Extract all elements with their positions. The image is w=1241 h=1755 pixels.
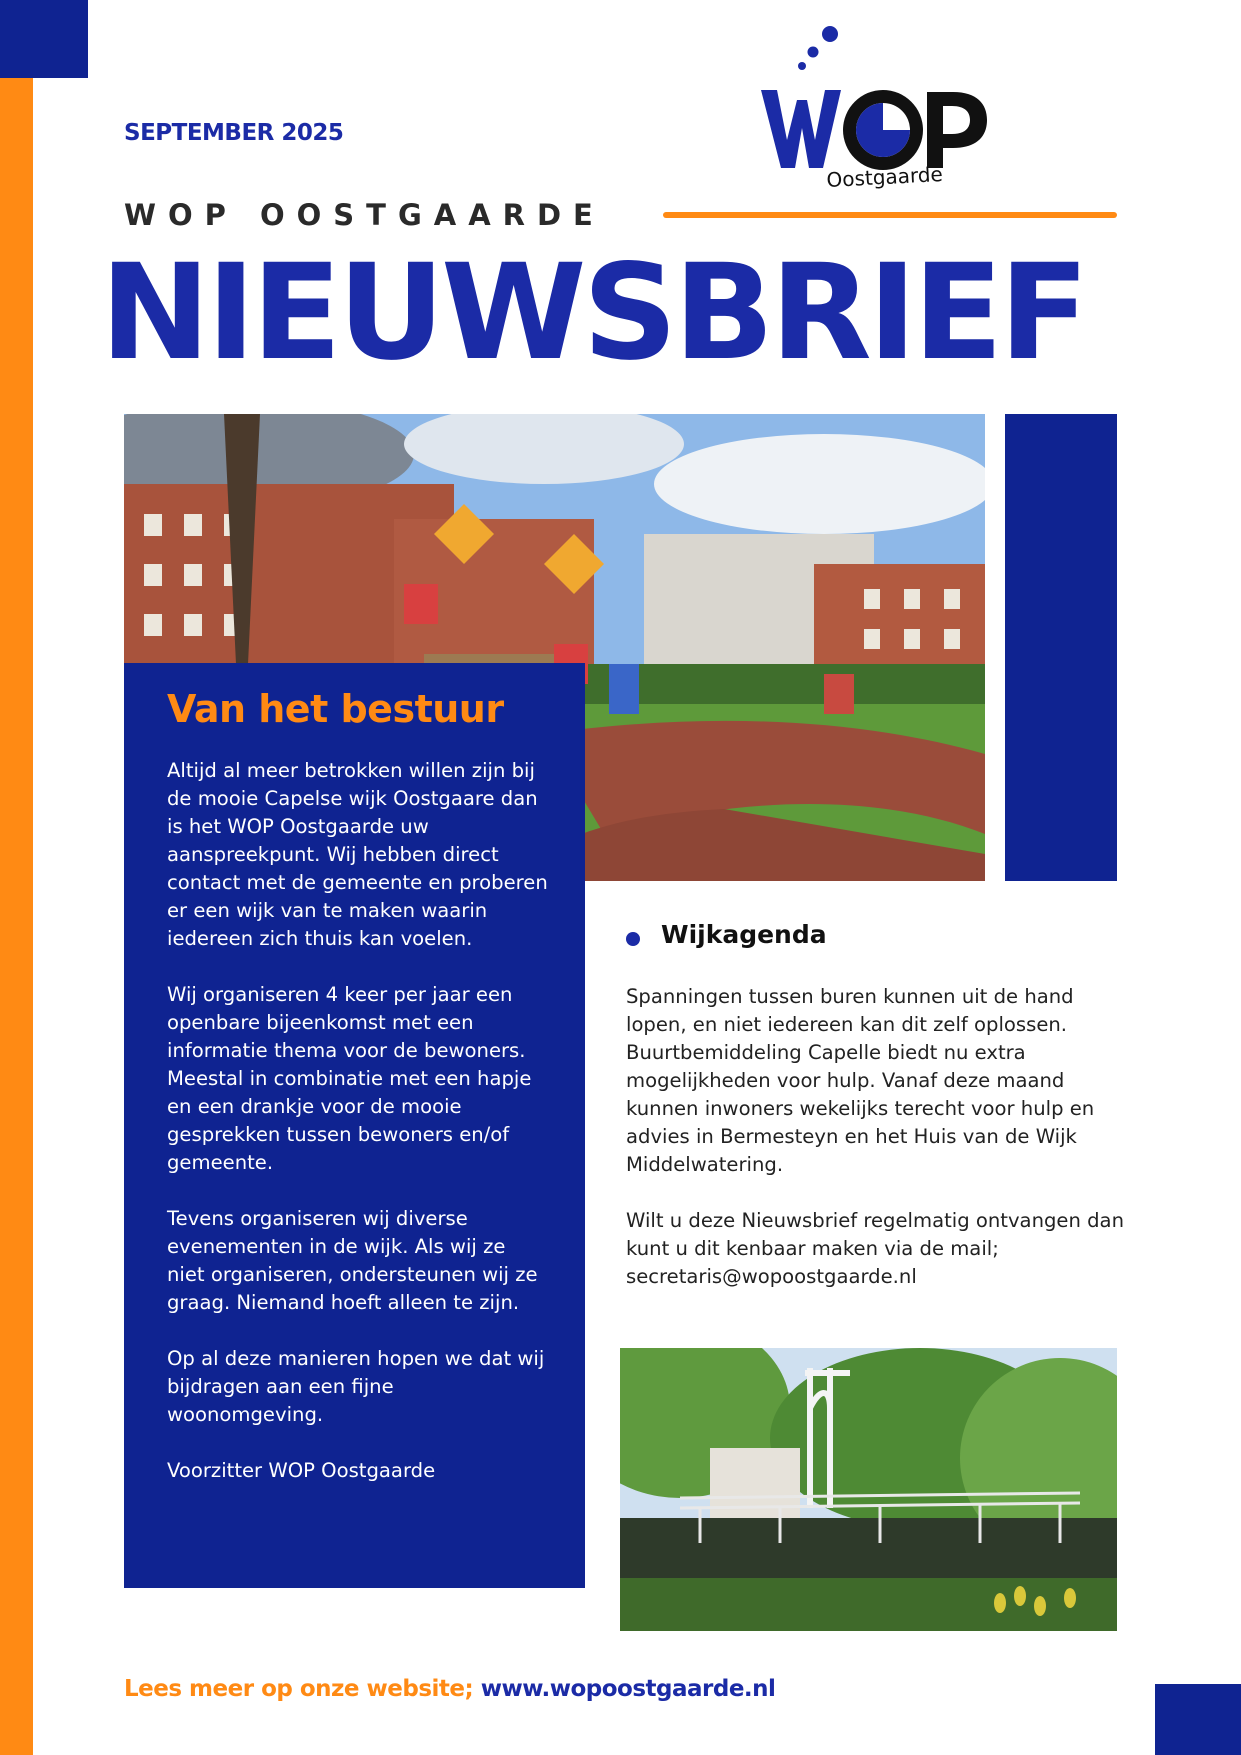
agenda-title: Wijkagenda <box>661 920 827 949</box>
agenda-body <box>626 983 1126 1319</box>
bullet-icon <box>626 932 640 946</box>
agenda-paragraph: Spanningen tussen buren kunnen uit de hand lopen, en niet iedereen kan dit zelf oplossen. Buurtbemiddeling Capelle biedt nu extra mogelijkheden voor hulp. Vanaf deze maand kunnen inwoners wekelijks terecht voor hulp en advies in Bermesteyn en het Huis van de Wijk Middelwatering. <box>626 985 1095 1176</box>
board-message-card <box>124 663 585 1588</box>
corner-block-top <box>0 0 88 78</box>
bridge-photo <box>620 1348 1117 1631</box>
footer-website-line <box>124 1676 775 1702</box>
footer-prefix: Lees meer op onze website; <box>124 1676 474 1702</box>
newsletter-headline: NIEUWSBRIEF <box>100 236 1086 390</box>
board-paragraph: Op al deze manieren hopen we dat wij bijdragen aan een fijne woonomgeving. <box>167 1347 545 1426</box>
logo-subtext: Oostgaarde <box>825 161 944 193</box>
logo-mark <box>761 90 987 170</box>
side-accent-stripe <box>0 0 33 1755</box>
board-title: Van het bestuur <box>167 687 504 731</box>
agenda-paragraph-contact: Wilt u deze Nieuwsbrief regelmatig ontvangen dan kunt u dit kenbaar maken via de mail; secretaris@wopoostgaarde.nl <box>626 1209 1124 1288</box>
issue-date: SEPTEMBER 2025 <box>124 120 344 146</box>
decorative-blue-bar <box>1005 414 1117 881</box>
corner-block-bottom <box>1155 1684 1241 1755</box>
organization-name: WOP OOSTGAARDE <box>124 198 605 232</box>
divider-rule <box>663 212 1117 218</box>
wop-logo <box>755 22 995 197</box>
board-signature: Voorzitter WOP Oostgaarde <box>167 1459 436 1482</box>
board-paragraph: Tevens organiseren wij diverse evenementen in de wijk. Als wij ze niet organiseren, ondersteunen wij ze graag. Niemand hoeft alleen te zijn. <box>167 1207 538 1314</box>
board-paragraph: Altijd al meer betrokken willen zijn bij de mooie Capelse wijk Oostgaare dan is het WOP Oostgaarde uw aanspreekpunt. Wij hebben direct contact met de gemeente en proberen er een wijk van te maken waarin iedereen zich thuis kan voelen. <box>167 759 548 950</box>
board-paragraph: Wij organiseren 4 keer per jaar een openbare bijeenkomst met een informatie thema voor de bewoners. Meestal in combinatie met een hapje en een drankje voor de mooie gesprekken tussen bewoners en/of gemeente. <box>167 983 532 1174</box>
website-link[interactable]: www.wopoostgaarde.nl <box>480 1676 776 1702</box>
